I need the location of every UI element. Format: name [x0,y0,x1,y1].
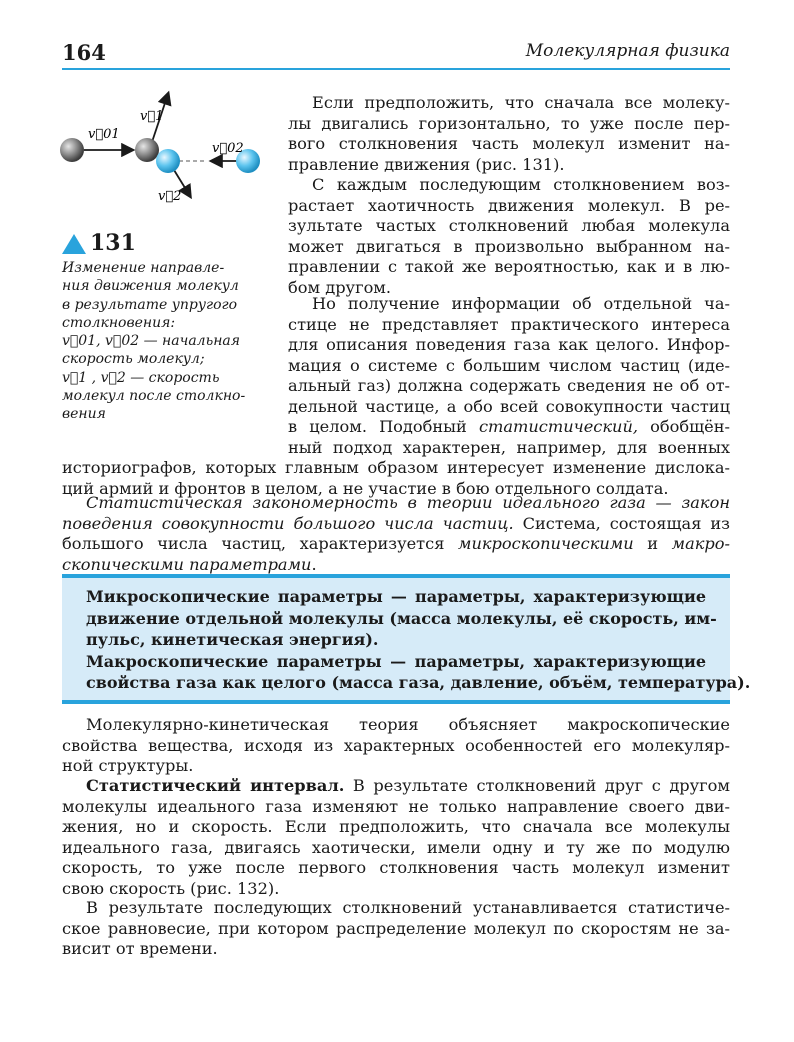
definition-line: пульс, кинетическая энергия). [86,630,379,649]
definition-box-top-rule [62,574,730,578]
figure-number: 131 [90,230,136,256]
text-line: В результате последующих столкновений устанавливается статистиче- [86,898,730,917]
text-line: мация о системе с большим числом частиц (иде- [288,355,730,375]
definition-line: Микроскопические параметры — параметры, характеризующие [86,587,706,606]
text-fragment: и [633,534,672,553]
paragraph-2 [288,175,730,298]
text-line: стице не представляет практического интереса [288,314,730,334]
text-line: бом другом. [288,277,392,297]
caption-line: скорость молекул; [62,351,205,368]
caption-text [62,259,272,424]
text-fragment: В результате столкновений друг с другом [344,776,730,795]
text-line: свою скорость (рис. 132). [62,878,280,898]
caption-line: Изменение направле- [62,260,225,276]
definition-box [62,574,751,704]
caption-line: v⃗1 , v⃗2 — скорость [62,369,220,386]
text-fragment: обобщён- [638,417,730,436]
header-rule [62,68,730,70]
definition-line: свойства газа как целого (масса газа, давление, объём, температура). [86,673,751,692]
text-line: лы двигались горизонтально, то уже после пер- [288,113,730,133]
text-fragment: в целом. Подобный [288,417,479,436]
text-line: альный газ) должна содержать сведения не об от- [288,376,730,395]
triangle-icon [62,234,86,254]
text-line [62,555,730,576]
text-line: Но получение информации об отдельной ча- [312,294,730,313]
text-fragment: . [311,554,317,574]
label-v2: v⃗2 [158,189,182,204]
definition-box-bottom-rule [62,700,730,704]
caption-line: ния движения молекул [62,278,239,295]
text-line: идеального газа, двигаясь хаотически, имели одну и ту же по модулю [62,837,730,857]
text-line: растает хаотичность движения молекул. В ре- [288,195,730,215]
text-line: скорость, то уже после первого столкновения часть молекул изменит [62,858,730,877]
text-fragment: Система, состоящая из [513,513,730,533]
molecule-1-collision [135,138,159,162]
text-line: жения, но и скорость. Если предположить, что сначала все молекулы [62,817,730,836]
text-line: для описания поведения газа как целого. Инфор- [288,335,730,354]
section-title: Молекулярная физика [525,41,730,61]
text-line: может двигаться в произвольно выбранном на- [288,236,730,256]
definition-text [86,586,751,694]
caption-line: молекул после столкно- [62,388,246,405]
text-fragment: большого числа частиц, характеризуется [62,534,459,553]
subheading-statistical-interval: Статистический интервал. [86,776,345,795]
page-header [62,38,730,72]
text-line: Если предположить, что сначала все молеку- [312,93,730,112]
text-line: Статистическая закономерность в теории идеального газа — закон [86,493,730,512]
text-line: ций армий и фронтов в целом, а не участие в бою отдельного солдата. [62,478,669,498]
text-line: свойства вещества, исходя из характерных особенностей его молекуляр- [62,735,730,755]
text-line: зультате частых столкновений любая молекула [288,216,730,235]
definition-line: Макроскопические параметры — параметры, характеризующие [86,651,706,671]
collision-illustration [52,80,272,230]
caption-line: столкновения: [62,314,176,331]
text-line: дельной частице, а обо всей совокупности частиц [288,396,730,416]
caption-line: в результате упругого [62,296,237,313]
text-line: С каждым последующим столкновением воз- [312,175,730,194]
paragraph-1 [288,93,730,175]
text-line [62,776,730,797]
definition-line: движение отдельной молекулы (масса молекулы, её скорость, им- [86,608,717,628]
text-line [288,417,730,438]
paragraph-3 [288,294,730,458]
molecule-2-collision [156,149,180,173]
figure-131-diagram [52,80,272,230]
italic-fragment: макро- [671,534,730,553]
text-line [62,514,730,535]
italic-fragment: скопическими параметрами [62,554,312,574]
text-line: правление движения (рис. 131). [288,154,565,174]
paragraph-6 [62,776,730,899]
label-v02: v⃗02 [212,141,244,156]
figure-131-caption [62,230,272,424]
text-line [62,534,730,555]
caption-line: вения [62,406,106,423]
text-line: Молекулярно-кинетическая теория объясняет макроскопические [86,715,730,734]
paragraph-5 [62,715,730,777]
text-line: висит от времени. [62,939,218,958]
label-v1: v⃗1 [140,109,164,124]
italic-fragment: поведения совокупности большого числа частиц. [62,513,514,533]
text-line: вого столкновения часть молекул изменит на- [288,134,730,153]
italic-fragment: микроскопическими [458,534,634,553]
caption-line: v⃗01, v⃗02 — начальная [62,333,241,350]
molecule-1-start [60,138,84,162]
paragraph-7 [62,898,730,960]
text-line: правлении с такой же вероятностью, как и в лю- [288,257,730,276]
italic-term-statistical: статистический, [478,417,639,436]
text-line: ной структуры. [62,756,194,775]
text-line: ный подход характерен, например, для военных [288,437,730,457]
text-line: историографов, которых главным образом интересует изменение дислока- [62,458,730,477]
text-line: молекулы идеального газа изменяют не только направление своего дви- [62,796,730,816]
page-number: 164 [62,40,106,65]
paragraph-4 [62,493,730,575]
label-v01: v⃗01 [88,127,120,142]
text-line: ское равновесие, при котором распределение молекул по скоростям не за- [62,918,730,938]
